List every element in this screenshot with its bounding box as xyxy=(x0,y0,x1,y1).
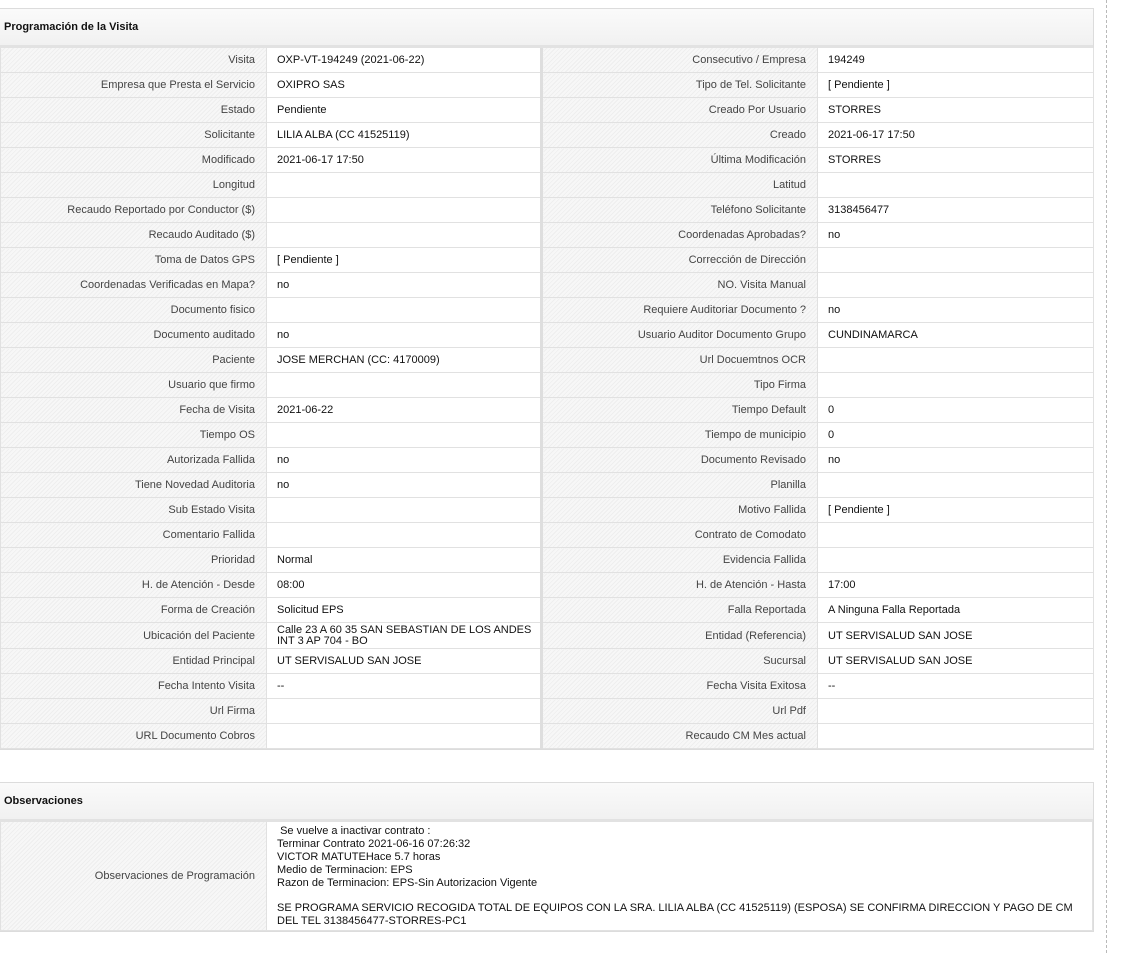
field-row xyxy=(1,123,1094,148)
field-label: Usuario que firmo xyxy=(1,373,267,398)
field-label: Documento fisico xyxy=(1,298,267,323)
field-label: Tiene Novedad Auditoria xyxy=(1,473,267,498)
field-value: 3138456477 xyxy=(818,198,1094,223)
field-row xyxy=(1,348,1094,373)
field-value: [ Pendiente ] xyxy=(818,498,1094,523)
field-row xyxy=(1,323,1094,348)
field-label: Ubicación del Paciente xyxy=(1,623,267,649)
field-label: Tipo de Tel. Solicitante xyxy=(542,73,818,98)
field-value xyxy=(818,473,1094,498)
field-label: H. de Atención - Desde xyxy=(1,573,267,598)
field-value xyxy=(267,223,542,248)
field-label: Toma de Datos GPS xyxy=(1,248,267,273)
panel-dashed-border xyxy=(1106,0,1107,953)
field-value xyxy=(818,373,1094,398)
field-label: Sucursal xyxy=(542,649,818,674)
field-row xyxy=(1,273,1094,298)
field-row xyxy=(1,674,1094,699)
field-label: Tiempo OS xyxy=(1,423,267,448)
field-row xyxy=(1,649,1094,674)
field-label: Coordenadas Aprobadas? xyxy=(542,223,818,248)
field-label: URL Documento Cobros xyxy=(1,724,267,749)
field-label: Recaudo Reportado por Conductor ($) xyxy=(1,198,267,223)
field-row xyxy=(1,623,1094,649)
field-label: Teléfono Solicitante xyxy=(542,198,818,223)
programacion-table xyxy=(0,48,1094,749)
field-label: Entidad Principal xyxy=(1,649,267,674)
field-label: Motivo Fallida xyxy=(542,498,818,523)
field-row xyxy=(1,198,1094,223)
field-row xyxy=(1,73,1094,98)
observaciones-value xyxy=(267,822,1093,931)
field-value xyxy=(818,248,1094,273)
field-value xyxy=(818,173,1094,198)
observacion-line: Medio de Terminacion: EPS xyxy=(277,863,413,876)
field-value: Calle 23 A 60 35 SAN SEBASTIAN DE LOS ANDES INT 3 AP 704 - BO xyxy=(267,623,542,649)
field-label: Empresa que Presta el Servicio xyxy=(1,73,267,98)
field-label: Falla Reportada xyxy=(542,598,818,623)
field-row xyxy=(1,173,1094,198)
field-value: no xyxy=(267,473,542,498)
field-value: 0 xyxy=(818,398,1094,423)
field-label: Fecha Visita Exitosa xyxy=(542,674,818,699)
field-label: Estado xyxy=(1,98,267,123)
field-label: Corrección de Dirección xyxy=(542,248,818,273)
field-row xyxy=(1,699,1094,724)
field-row xyxy=(1,248,1094,273)
observacion-line xyxy=(277,890,1082,903)
field-value: UT SERVISALUD SAN JOSE xyxy=(818,623,1094,649)
field-label: Creado xyxy=(542,123,818,148)
field-value xyxy=(818,724,1094,749)
field-value xyxy=(818,273,1094,298)
field-value: A Ninguna Falla Reportada xyxy=(818,598,1094,623)
programacion-section xyxy=(0,8,1094,750)
field-row xyxy=(1,498,1094,523)
field-label: Coordenadas Verificadas en Mapa? xyxy=(1,273,267,298)
field-label: Visita xyxy=(1,48,267,73)
field-label: Usuario Auditor Documento Grupo xyxy=(542,323,818,348)
field-value xyxy=(267,173,542,198)
field-value: [ Pendiente ] xyxy=(267,248,542,273)
field-label: Prioridad xyxy=(1,548,267,573)
observaciones-row xyxy=(1,822,1093,931)
field-value xyxy=(267,373,542,398)
field-value xyxy=(267,724,542,749)
field-label: Url Firma xyxy=(1,699,267,724)
field-value: 194249 xyxy=(818,48,1094,73)
field-label: Evidencia Fallida xyxy=(542,548,818,573)
field-label: Paciente xyxy=(1,348,267,373)
field-label: Modificado xyxy=(1,148,267,173)
field-label: Fecha de Visita xyxy=(1,398,267,423)
field-label: Requiere Auditoriar Documento ? xyxy=(542,298,818,323)
field-label: Recaudo CM Mes actual xyxy=(542,724,818,749)
observaciones-section xyxy=(0,782,1094,932)
field-value xyxy=(267,699,542,724)
field-value xyxy=(267,498,542,523)
field-row xyxy=(1,148,1094,173)
observacion-line: Se vuelve a inactivar contrato : xyxy=(277,825,431,837)
field-label: Url Docuemtnos OCR xyxy=(542,348,818,373)
field-label: Contrato de Comodato xyxy=(542,523,818,548)
field-value: CUNDINAMARCA xyxy=(818,323,1094,348)
field-label: Tiempo Default xyxy=(542,398,818,423)
field-value: LILIA ALBA (CC 41525119) xyxy=(267,123,542,148)
field-value: 0 xyxy=(818,423,1094,448)
field-label: Última Modificación xyxy=(542,148,818,173)
field-value: no xyxy=(267,448,542,473)
field-label: Solicitante xyxy=(1,123,267,148)
field-value: no xyxy=(818,448,1094,473)
field-row xyxy=(1,98,1094,123)
observacion-line: SE PROGRAMA SERVICIO RECOGIDA TOTAL DE EQUIPOS CON LA SRA. LILIA ALBA (CC 41525119) (ESPOSA) SE CONFIRMA DIRECCION Y PAGO DE CM DEL TEL 3138456477-STORRES-PC1 xyxy=(277,902,1076,928)
field-value xyxy=(818,699,1094,724)
field-label: Tiempo de municipio xyxy=(542,423,818,448)
field-value: UT SERVISALUD SAN JOSE xyxy=(818,649,1094,674)
field-value: Normal xyxy=(267,548,542,573)
observacion-line: VICTOR MATUTEHace 5.7 horas xyxy=(277,850,441,863)
field-value: OXP-VT-194249 (2021-06-22) xyxy=(267,48,542,73)
field-value: 2021-06-22 xyxy=(267,398,542,423)
field-value: 08:00 xyxy=(267,573,542,598)
field-label: Consecutivo / Empresa xyxy=(542,48,818,73)
field-value: STORRES xyxy=(818,148,1094,173)
field-label: H. de Atención - Hasta xyxy=(542,573,818,598)
field-label: Comentario Fallida xyxy=(1,523,267,548)
field-label: Latitud xyxy=(542,173,818,198)
field-label: NO. Visita Manual xyxy=(542,273,818,298)
field-label: Creado Por Usuario xyxy=(542,98,818,123)
field-value xyxy=(818,523,1094,548)
field-label: Sub Estado Visita xyxy=(1,498,267,523)
field-row xyxy=(1,423,1094,448)
field-label: Longitud xyxy=(1,173,267,198)
field-row xyxy=(1,473,1094,498)
field-label: Recaudo Auditado ($) xyxy=(1,223,267,248)
field-value xyxy=(267,523,542,548)
field-row xyxy=(1,373,1094,398)
field-label: Entidad (Referencia) xyxy=(542,623,818,649)
field-value: OXIPRO SAS xyxy=(267,73,542,98)
field-value: 17:00 xyxy=(818,573,1094,598)
field-value: UT SERVISALUD SAN JOSE xyxy=(267,649,542,674)
field-row xyxy=(1,724,1094,749)
field-value: no xyxy=(818,223,1094,248)
field-row xyxy=(1,548,1094,573)
field-value: -- xyxy=(267,674,542,699)
field-value: STORRES xyxy=(818,98,1094,123)
programacion-header: Programación de la Visita xyxy=(0,9,1093,48)
field-value xyxy=(267,298,542,323)
field-label: Planilla xyxy=(542,473,818,498)
field-row xyxy=(1,598,1094,623)
field-value: no xyxy=(818,298,1094,323)
observaciones-table xyxy=(0,822,1093,931)
field-value: Solicitud EPS xyxy=(267,598,542,623)
field-label: Autorizada Fallida xyxy=(1,448,267,473)
field-row xyxy=(1,48,1094,73)
field-label: Fecha Intento Visita xyxy=(1,674,267,699)
field-value: -- xyxy=(818,674,1094,699)
field-row xyxy=(1,398,1094,423)
observaciones-label: Observaciones de Programación xyxy=(1,822,267,931)
field-label: Documento Revisado xyxy=(542,448,818,473)
observacion-line: Razon de Terminacion: EPS-Sin Autorizacion Vigente xyxy=(277,876,538,889)
observaciones-header: Observaciones xyxy=(0,783,1093,822)
field-row xyxy=(1,223,1094,248)
field-value: 2021-06-17 17:50 xyxy=(267,148,542,173)
field-value: Pendiente xyxy=(267,98,542,123)
field-label: Forma de Creación xyxy=(1,598,267,623)
field-row xyxy=(1,523,1094,548)
field-value: no xyxy=(267,323,542,348)
field-row xyxy=(1,573,1094,598)
field-label: Url Pdf xyxy=(542,699,818,724)
observacion-line: Terminar Contrato 2021-06-16 07:26:32 xyxy=(277,837,471,850)
field-value xyxy=(818,548,1094,573)
field-value xyxy=(267,423,542,448)
field-value xyxy=(267,198,542,223)
field-label: Tipo Firma xyxy=(542,373,818,398)
field-row xyxy=(1,448,1094,473)
field-value: 2021-06-17 17:50 xyxy=(818,123,1094,148)
field-label: Documento auditado xyxy=(1,323,267,348)
field-value: [ Pendiente ] xyxy=(818,73,1094,98)
field-value xyxy=(818,348,1094,373)
field-value: JOSE MERCHAN (CC: 4170009) xyxy=(267,348,542,373)
field-row xyxy=(1,298,1094,323)
field-value: no xyxy=(267,273,542,298)
